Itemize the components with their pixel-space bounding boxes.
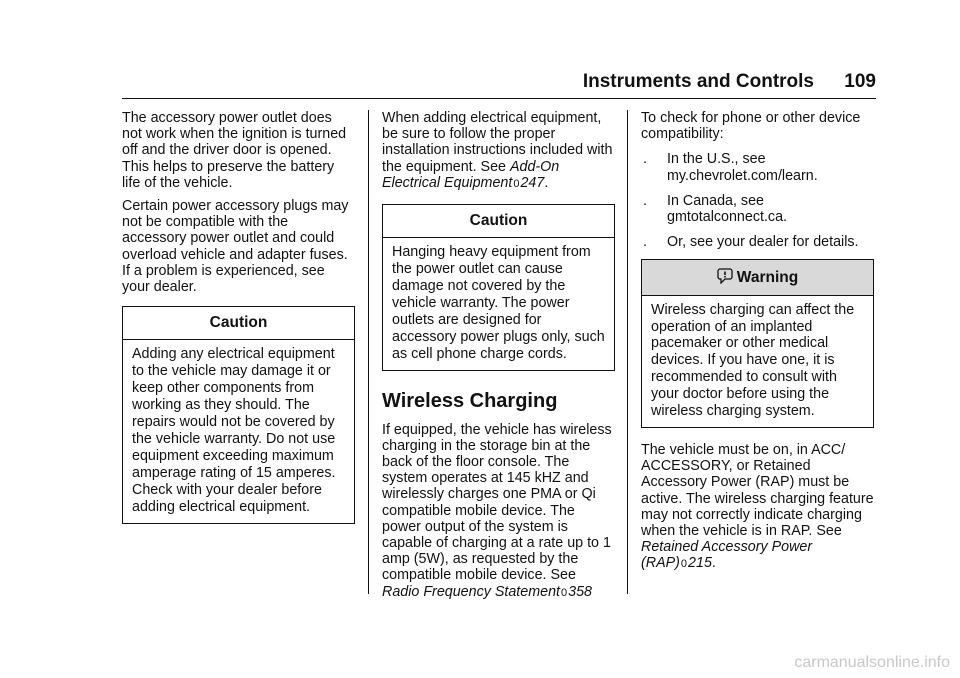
list-item: [641, 193, 874, 225]
page-number: 109: [844, 71, 876, 92]
cross-reference-page[interactable]: 215: [688, 555, 712, 572]
page-ref-icon: 0: [513, 177, 520, 190]
paragraph-text: When adding electrical equipment, be sure to follow the proper installation instructions included with the equipment. See: [382, 110, 613, 175]
paragraph: Certain power accessory plugs may not be compatible with the accessory power outlet and could overload vehicle and adapter fuses. If a problem is experienced, see your dealer.: [122, 198, 349, 296]
list-item-text: In the U.S., see my.chevrolet.com/learn.: [667, 151, 818, 184]
paragraph: To check for phone or other device compatibility:: [641, 110, 861, 143]
caution-title: Caution: [383, 205, 614, 238]
column-3: [641, 110, 874, 580]
paragraph: The vehicle must be on, in ACC/ ACCESSORY, or Retained Accessory Power (RAP) must be active. The wireless charging feature may not correctly indicate charging when the vehicle is in RAP. See Retained Accessory Power (RAP)0215.: [641, 441, 874, 572]
bullet-marker: .: [643, 234, 647, 251]
column-1: [122, 110, 355, 524]
page-ref-icon: 0: [561, 586, 568, 599]
caution-body: Hanging heavy equipment from the power outlet can cause damage not covered by the vehicle warranty. The power outlets are designed for accessory power plugs only, such as cell phone charge cords.: [392, 244, 605, 362]
caution-box: [382, 204, 615, 371]
bullet-marker: .: [643, 151, 647, 168]
header-rule: [122, 98, 876, 99]
cross-reference-page[interactable]: 247: [520, 174, 545, 191]
watermark: carmanualsonline.info: [794, 654, 950, 671]
paragraph: [382, 422, 615, 601]
column-divider-2: [627, 110, 628, 594]
cross-reference-link[interactable]: Retained Accessory Power (RAP): [641, 539, 813, 572]
cross-reference-link[interactable]: Radio Frequency Statement: [382, 583, 561, 600]
page-header-title: Instruments and Controls: [582, 71, 814, 92]
warning-header: [642, 260, 873, 295]
list-item-text: Or, see your dealer for details.: [667, 234, 859, 251]
paragraph-text: If equipped, the vehicle has wireless charging in the storage bin at the back of the floor console. The system operates at 145 kHZ and wirelessly charges one PMA or Qi compatible mobile device. The power output of the system is capable of charging at a rate up to 1 amp (5W), as requested by the compatible mobile device. See: [382, 421, 612, 584]
list-item: [641, 234, 874, 250]
paragraph-text: The vehicle must be on, in ACC/ ACCESSORY, or Retained Accessory Power (RAP) must be active. The wireless charging feature may not correctly indicate charging when the vehicle is in RAP. See: [641, 441, 874, 539]
list-item-text: In Canada, see gmtotalconnect.ca.: [667, 192, 788, 226]
bullet-marker: .: [643, 192, 647, 209]
cross-reference-link[interactable]: Add-On Electrical Equipment: [382, 158, 560, 191]
caution-body: Adding any electrical equipment to the vehicle may damage it or keep other components from working as they should. The repairs would not be covered by the vehicle warranty. Do not use equipment exceeding maximum amperage rating of 15 amperes. Check with your dealer before adding electrical equipment.: [132, 346, 336, 515]
cross-reference-page[interactable]: 358: [568, 583, 592, 600]
column-2: [382, 110, 615, 608]
warning-icon: [717, 268, 733, 286]
paragraph: The accessory power outlet does not work when the ignition is turned off and the driver door is opened. This helps to preserve the battery life of the vehicle.: [122, 110, 347, 191]
caution-title: Caution: [123, 307, 354, 340]
list-item: [641, 151, 874, 183]
warning-box: [641, 259, 874, 428]
paragraph: When adding electrical equipment, be sure to follow the proper installation instructions included with the equipment. See Add-On Electrical Equipment0247.: [382, 110, 613, 191]
column-divider-1: [368, 110, 369, 594]
caution-box: [122, 306, 355, 523]
warning-title: Warning: [736, 269, 799, 287]
page-ref-icon: 0: [680, 558, 688, 571]
warning-body: Wireless charging can affect the operation of an implanted pacemaker or other medical devices. If you have one, it is recommended to consult with your doctor before using the wireless charging system.: [651, 301, 855, 420]
section-heading: Wireless Charging: [382, 389, 558, 412]
